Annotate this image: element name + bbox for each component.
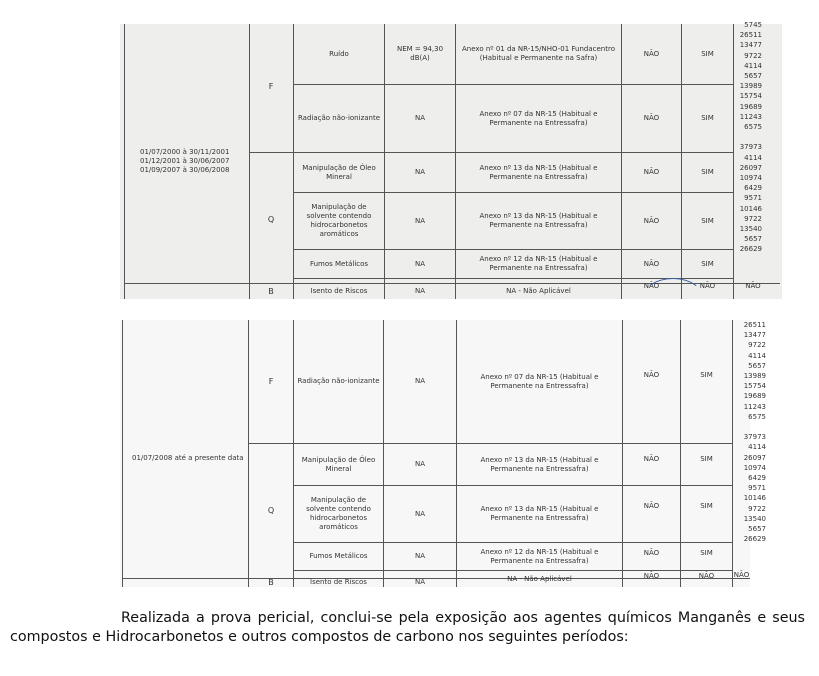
code-item: 37973 [739, 143, 762, 152]
technique-noise: Anexo nº 01 da NR-15/NHO-01 Fundacentro (Habitual e Permanente na Safra) [462, 45, 615, 62]
group-letter-f-2: F [268, 377, 274, 386]
code-item: 5657 [744, 235, 762, 244]
code-item: 4114 [744, 153, 762, 162]
code-item: 9722 [748, 504, 766, 513]
code-item: 37973 [743, 433, 766, 442]
col-b-none-2: NÃO [698, 571, 715, 580]
technique-fumes-2: Anexo nº 12 da NR-15 (Habitual e Permanente na Entressafra) [480, 547, 599, 565]
col-b-oil-2: SIM [700, 454, 713, 463]
group-letter-b: B [268, 287, 274, 296]
conclusion-paragraph: Realizada a prova pericial, conclui-se pela exposição aos agentes químicos Manganês e seus compostos e Hidrocarbonetos e outros compostos de carbono nos seguintes períodos: [10, 610, 805, 645]
col-b-fumes: SIM [701, 259, 714, 268]
code-item: 10974 [739, 174, 762, 183]
code-item: 9722 [744, 51, 762, 60]
agent-fumes: Fumos Metálicos [309, 259, 369, 268]
code-item: 9571 [748, 484, 766, 493]
col-a-radiation: NÃO [643, 114, 660, 122]
intensity-none: NA [414, 286, 426, 295]
code-item: 10146 [739, 204, 762, 213]
intensity-noise: NEM = 94,30 dB(A) [396, 45, 444, 62]
intensity-fumes: NA [414, 259, 426, 268]
code-item: 9571 [744, 194, 762, 203]
code-item: 26511 [743, 321, 766, 329]
pen-mark [642, 278, 704, 320]
code-item: 9722 [744, 214, 762, 223]
code-list [734, 20, 762, 255]
code-item: 5745 [744, 21, 762, 29]
col-a-none: NÃO [643, 281, 660, 290]
intensity-solvent-2: NA [414, 509, 426, 518]
col-b-oil: SIM [701, 168, 714, 176]
intensity-fumes-2: NA [414, 552, 426, 560]
agent-solvent-2: Manipulação de solvente contendo hidrocarbonetos aromáticos [306, 496, 371, 531]
period-current: 01/07/2008 até a presente data [132, 454, 244, 462]
code-item: 13477 [743, 331, 766, 340]
period-2: 01/12/2001 à 30/06/2007 [140, 157, 230, 165]
col-b-fumes-2: SIM [700, 548, 713, 557]
code-item: 6429 [744, 184, 762, 193]
code-item: 26629 [743, 535, 766, 544]
code-item: 19689 [739, 102, 762, 111]
technique-none: NA - Não Aplicável [506, 286, 571, 295]
code-item: 5657 [744, 72, 762, 81]
col-b-solvent: SIM [701, 216, 714, 225]
code-item: 10974 [743, 463, 766, 472]
code-item: 26097 [743, 453, 766, 462]
technique-radiation-2: Anexo nº 07 da NR-15 (Habitual e Permanente na Entressafra) [480, 372, 599, 390]
col-b-radiation-2: SIM [700, 370, 713, 379]
agent-radiation: Radiação não-ionizante [297, 114, 381, 122]
col-a-oil: NÃO [643, 168, 660, 176]
col-b-radiation: SIM [701, 114, 714, 122]
code-item: 13540 [739, 225, 762, 234]
code-item: 13989 [739, 82, 762, 91]
technique-fumes: Anexo nº 12 da NR-15 (Habitual e Permanente na Entressafra) [479, 255, 598, 272]
code-item: 15754 [743, 382, 766, 391]
intensity-none-2: NA [414, 578, 426, 586]
code-item: 4114 [748, 443, 766, 452]
code-item [734, 132, 762, 142]
technique-solvent: Anexo nº 13 da NR-15 (Habitual e Permanente na Entressafra) [479, 212, 598, 229]
code-item: 4114 [748, 351, 766, 360]
code-item: 10146 [743, 494, 766, 503]
code-item: 5657 [748, 361, 766, 370]
col-b-none: NÃO [699, 281, 716, 290]
group-letter-f: F [268, 82, 274, 91]
table-photo-1 [120, 21, 782, 299]
code-item [732, 422, 766, 432]
code-item: 13989 [743, 372, 766, 381]
technique-oil: Anexo nº 13 da NR-15 (Habitual e Permanente na Entressafra) [479, 163, 598, 181]
code-item: 15754 [739, 92, 762, 101]
group-letter-b-2: B [268, 578, 274, 587]
col-a-fumes-2: NÃO [643, 548, 660, 557]
col-c-none: NÃO [745, 281, 761, 290]
code-item: 4114 [744, 61, 762, 70]
technique-oil-2: Anexo nº 13 da NR-15 (Habitual e Permanente na Entressafra) [480, 455, 599, 473]
code-item: 6429 [748, 474, 766, 483]
agent-fumes-2: Fumos Metálicos [309, 552, 368, 560]
intensity-oil-2: NA [414, 460, 426, 468]
agent-solvent: Manipulação de solvente contendo hidrocarbonetos aromáticos [306, 203, 372, 238]
code-item: 13477 [739, 41, 762, 50]
intensity-radiation: NA [414, 114, 426, 122]
agent-oil-2: Manipulação de Óleo Mineral [301, 455, 376, 473]
col-a-solvent-2: NÃO [643, 501, 660, 510]
group-letter-q: Q [267, 215, 275, 224]
intensity-radiation-2: NA [414, 377, 426, 385]
col-b-noise: SIM [701, 49, 714, 58]
technique-radiation: Anexo nº 07 da NR-15 (Habitual e Permanente na Entressafra) [479, 109, 598, 127]
agent-none-2: Isento de Riscos [310, 578, 367, 586]
agent-radiation-2: Radiação não-ionizante [297, 377, 380, 385]
period-1: 01/07/2000 à 30/11/2001 [140, 148, 230, 156]
col-b-solvent-2: SIM [700, 501, 713, 510]
agent-none: Isento de Riscos [310, 286, 368, 295]
code-list-2 [732, 320, 766, 544]
code-item: 26629 [739, 245, 762, 254]
agent-noise: Ruído [329, 49, 349, 58]
period-list [140, 148, 245, 175]
table-photo-2 [120, 320, 766, 587]
code-item: 11243 [739, 112, 762, 121]
col-a-none-2: NÃO [643, 571, 660, 580]
col-a-radiation-2: NÃO [643, 370, 660, 379]
code-item: 19689 [743, 392, 766, 401]
col-a-fumes: NÃO [643, 259, 660, 268]
col-a-oil-2: NÃO [643, 454, 660, 463]
period-3: 01/09/2007 à 30/06/2008 [140, 166, 230, 174]
code-item: 13540 [743, 514, 766, 523]
col-a-noise: NÃO [643, 49, 660, 58]
technique-none-2: NA - Não Aplicável [507, 574, 572, 583]
intensity-solvent: NA [414, 216, 426, 225]
technique-solvent-2: Anexo nº 13 da NR-15 (Habitual e Permanente na Entressafra) [480, 505, 599, 522]
code-item: 11243 [743, 402, 766, 411]
code-item: 9722 [748, 341, 766, 350]
code-item: 6575 [748, 412, 766, 421]
code-item: 6575 [744, 123, 762, 132]
code-item: 26511 [739, 31, 762, 40]
col-a-solvent: NÃO [643, 216, 660, 225]
agent-oil: Manipulação de Óleo Mineral [302, 163, 376, 181]
col-c-none-2: NÃO [733, 570, 750, 579]
code-item: 26097 [739, 163, 762, 172]
intensity-oil: NA [414, 168, 426, 176]
group-letter-q-2: Q [267, 506, 275, 515]
code-item: 5657 [748, 525, 766, 534]
